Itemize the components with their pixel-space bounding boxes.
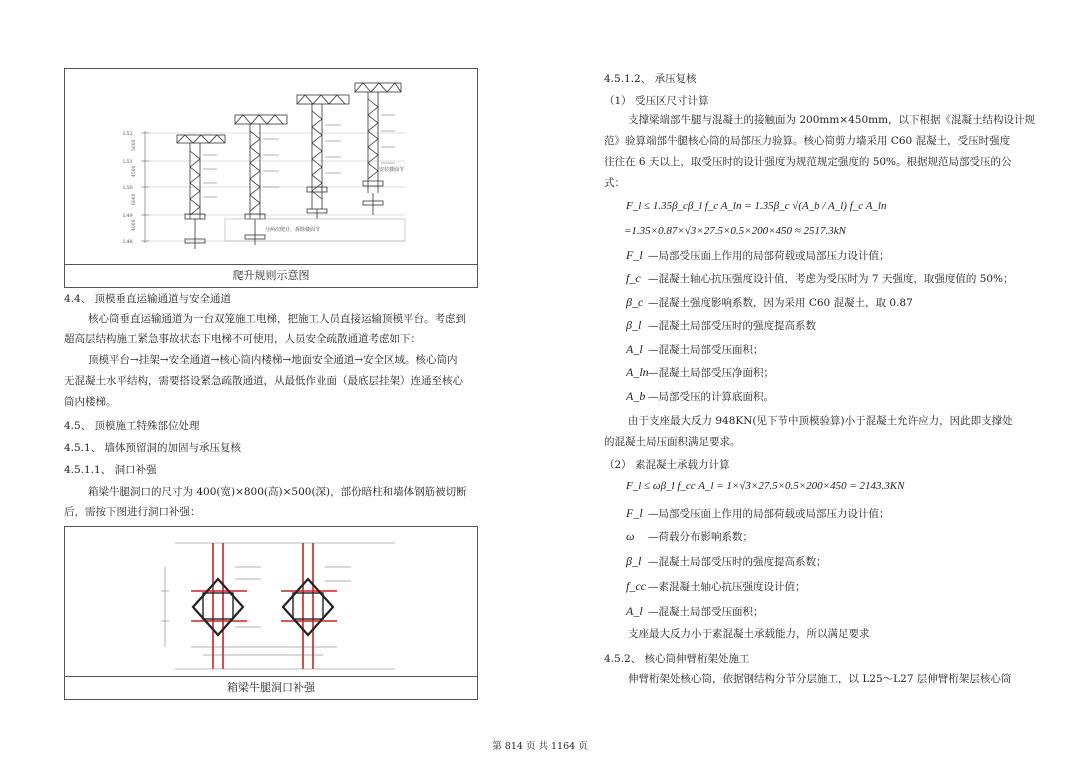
floor-label: L49 (123, 213, 133, 219)
paragraph-line: 的混凝土局压面积满足要求。 (604, 436, 741, 448)
diagram-note: 安装楼面节 (379, 167, 405, 173)
definition-line (626, 318, 816, 333)
section-heading: 4.5.1.2、 承压复核 (604, 73, 697, 85)
symbol: β_l (626, 318, 642, 332)
paragraph-line: 无混凝土水平结构，需要搭设紧急疏散通道，从最低作业面（最底层挂架）连通至核心 (64, 375, 463, 387)
section-heading: 4.5、 顶模施工特殊部位处理 (64, 420, 200, 432)
figure-caption: 爬升规则示意图 (65, 264, 477, 287)
definition-line (626, 604, 764, 619)
definition-text: —混凝土局部受压时的强度提高系数 (648, 320, 816, 332)
paragraph-line: 伸臂桁架处核心筒，依据钢结构分节分层施工，以 L25～L27 层伸臂桁架层核心筒 (628, 673, 1012, 685)
dim-label: 4000 (132, 219, 137, 231)
symbol: A_ln (626, 365, 649, 379)
floor-label: L51 (123, 159, 133, 165)
symbol: A_b (626, 389, 646, 403)
climbing-rule-figure (64, 68, 478, 288)
dim-label: 4500 (132, 165, 137, 177)
opening-reinforcement-figure (64, 526, 478, 700)
definition-line (626, 295, 913, 310)
definition-line (626, 342, 764, 357)
symbol: A_l (626, 342, 643, 356)
climbing-rule-diagram (65, 69, 477, 264)
symbol: F_l (626, 506, 643, 520)
definition-line (626, 506, 890, 521)
paragraph-line: 超高层结构施工紧急事故状态下电梯不可使用，人员安全疏散通道考虑如下： (64, 333, 421, 345)
paragraph-line: 后，需按下图进行洞口补强： (64, 506, 201, 518)
section-heading: 4.5.2、 核心筒伸臂桁架处施工 (604, 653, 750, 665)
definition-line (626, 579, 806, 594)
formula: F_l ≤ ωβ_l f_cc A_l = 1×√3×27.5×0.5×200×450 = 2143.3KN (626, 480, 905, 492)
definition-text: —局部受压面上作用的局部荷载或局部压力设计值； (648, 250, 890, 262)
definition-text: —混凝土局部受压面积； (648, 606, 764, 618)
definition-line (626, 554, 827, 569)
definition-text: —混凝土局部受压时的强度提高系数； (648, 556, 827, 568)
definition-text: —混凝土局部受压面积； (648, 344, 764, 356)
paragraph-line: 核心筒垂直运输通道为一台双笼施工电梯，把施工人员直接运输顶模平台。考虑到 (88, 313, 466, 325)
definition-line (626, 389, 774, 404)
paragraph-line: 由于支座最大反力 948KN(见下节中顶模验算)小于混凝土允许应力，因此即支撑处 (628, 415, 1013, 427)
definition-text: —局部受压的计算底面积。 (648, 391, 774, 403)
definition-line (626, 248, 890, 263)
definition-text: —局部受压面上作用的局部荷载或局部压力设计值； (648, 508, 890, 520)
floor-label: L48 (123, 239, 133, 245)
section-heading: 4.5.1、 墙体预留洞的加固与承压复核 (64, 442, 242, 454)
diagram-note: 分两次爬升，拆除楼面节 (265, 227, 321, 233)
dim-label: 6000 (132, 193, 137, 205)
definition-line (626, 365, 774, 380)
section-heading: 4.5.1.1、 洞口补强 (64, 464, 157, 476)
formula-result: =1.35×0.87×√3×27.5×0.5×200×450 ≈ 2517.3kN (624, 225, 847, 237)
definition-text: —混凝土轴心抗压强度设计值，考虑为受压时为 7 天强度，取强度值的 50%； (648, 273, 1014, 285)
symbol: F_l (626, 248, 643, 262)
paragraph-line: 范》验算端部牛腿核心筒的局部压力验算。核心筒剪力墙采用 C60 混凝土，受压时强度 (604, 135, 1011, 147)
paragraph-line: 往往在 6 天以上，取受压时的设计强度为规范规定强度的 50%。根据规范局部受压的公 (604, 156, 1012, 168)
paragraph-line: 筒内楼梯。 (64, 396, 117, 408)
section-heading: 4.4、 顶模垂直运输通道与安全通道 (64, 293, 232, 305)
paragraph-line: 支座最大反力小于素混凝土承载能力，所以满足要求 (628, 628, 870, 640)
definition-text: —素混凝土轴心抗压强度设计值； (648, 581, 806, 593)
paragraph-line: 箱梁牛腿洞口的尺寸为 400(宽)×800(高)×500(深)，部份暗柱和墙体钢筋被切断 (88, 486, 467, 498)
paragraph-line: 顶模平台→挂架→安全通道→核心筒内楼梯→地面安全通道→安全区域。核心筒内 (88, 354, 458, 366)
symbol: f_c (626, 271, 641, 285)
floor-label: L50 (123, 185, 133, 191)
page-number: 第 814 页 共 1164 页 (492, 741, 588, 752)
paragraph-line: 式： (604, 177, 625, 189)
symbol: ω (626, 529, 635, 543)
opening-reinforcement-diagram (65, 527, 477, 677)
symbol: β_c (626, 295, 644, 309)
symbol: f_cc (626, 579, 646, 593)
definition-line (626, 529, 753, 544)
definition-text: —混凝土局部受压净面积； (648, 367, 774, 379)
subheading: （2） 素混凝土承载力计算 (604, 459, 730, 471)
floor-label: L52 (123, 131, 133, 137)
subheading: （1） 受压区尺寸计算 (604, 95, 709, 107)
symbol: β_l (626, 554, 642, 568)
paragraph-line: 支撑梁端部牛腿与混凝土的接触面为 200mm×450mm，以下根据《混凝土结构设计规 (628, 114, 1036, 126)
symbol: A_l (626, 604, 643, 618)
formula: F_l ≤ 1.35β_cβ_l f_c A_ln = 1.35β_c √(A_b / A_l) f_c A_ln (626, 200, 887, 212)
figure-caption: 箱梁牛腿洞口补强 (65, 676, 477, 699)
definition-text: —混凝土强度影响系数，因为采用 C60 混凝土，取 0.87 (648, 297, 913, 309)
dim-label: 5000 (132, 139, 137, 151)
definition-line (626, 271, 1014, 286)
definition-text: —荷载分布影响系数； (648, 531, 753, 543)
